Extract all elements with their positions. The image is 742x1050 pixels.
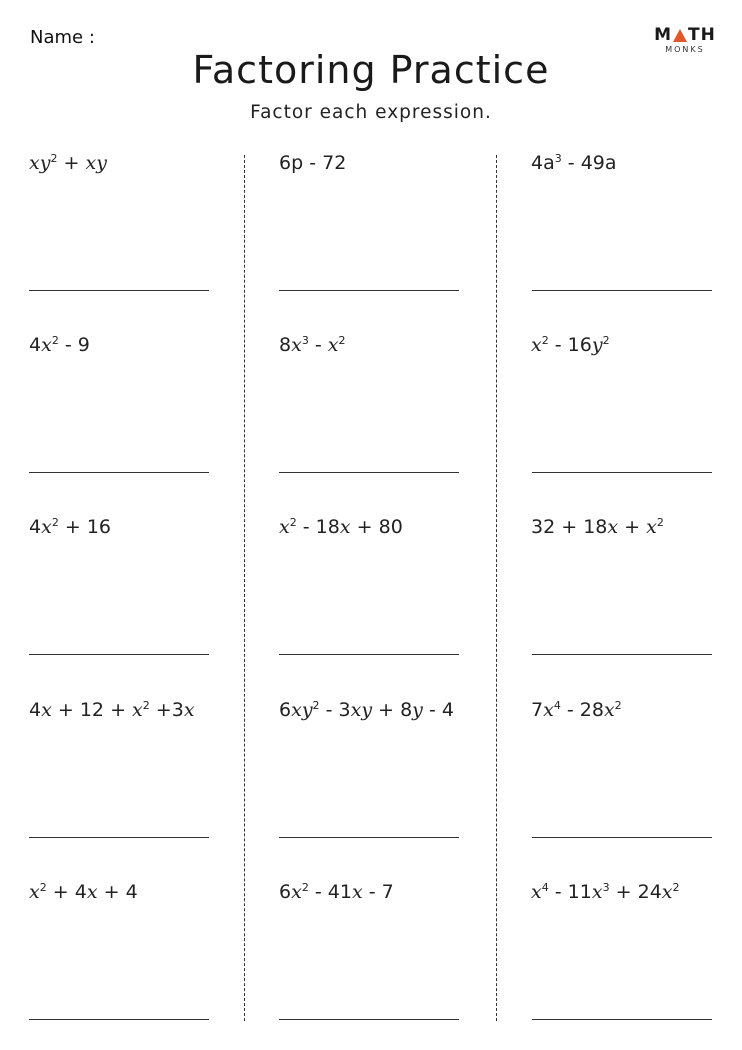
problem-expression: $4a^3 - 49a$ bbox=[531, 152, 617, 174]
answer-line[interactable] bbox=[279, 290, 459, 291]
answer-line[interactable] bbox=[279, 472, 459, 473]
column-divider-left bbox=[244, 155, 245, 1021]
problem-expression: $x^4 - 11x^3 + 24x^2$ bbox=[531, 881, 680, 903]
problem-expression: $6x^2 - 41x - 7$ bbox=[279, 881, 394, 903]
problem-expression: $4x + 12 + x^2 +3x$ bbox=[29, 699, 195, 721]
problem-item bbox=[531, 334, 736, 494]
problem-item bbox=[279, 699, 484, 859]
problem-item bbox=[29, 334, 234, 494]
answer-line[interactable] bbox=[532, 654, 712, 655]
answer-line[interactable] bbox=[532, 472, 712, 473]
problem-expression: $4x^2 - 9$ bbox=[29, 334, 90, 356]
answer-line[interactable] bbox=[532, 290, 712, 291]
answer-line[interactable] bbox=[29, 654, 209, 655]
logo-letters-th: TH bbox=[688, 25, 716, 45]
page-title: Factoring Practice bbox=[192, 48, 550, 92]
logo-subtext: MONKS bbox=[665, 45, 705, 54]
problem-item bbox=[29, 881, 234, 1041]
problem-item bbox=[29, 516, 234, 676]
problem-item bbox=[279, 334, 484, 494]
problem-item bbox=[531, 699, 736, 859]
answer-line[interactable] bbox=[29, 1019, 209, 1020]
answer-line[interactable] bbox=[279, 654, 459, 655]
problem-item bbox=[279, 152, 484, 312]
problem-expression: $xy^2$ + xy bbox=[29, 152, 107, 174]
problem-expression: $6xy^2 - 3xy + 8y - 4$ bbox=[279, 699, 454, 721]
problem-item bbox=[531, 516, 736, 676]
answer-line[interactable] bbox=[532, 837, 712, 838]
logo-wordmark bbox=[650, 26, 720, 44]
answer-line[interactable] bbox=[279, 1019, 459, 1020]
problem-item bbox=[29, 152, 234, 312]
name-label: Name : bbox=[30, 27, 95, 48]
logo-letter-m: M bbox=[654, 25, 673, 45]
answer-line[interactable] bbox=[29, 290, 209, 291]
problem-item bbox=[279, 516, 484, 676]
instructions: Factor each expression. bbox=[250, 102, 492, 123]
problem-expression: 6p - 72 bbox=[279, 152, 347, 174]
answer-line[interactable] bbox=[532, 1019, 712, 1020]
problem-item bbox=[531, 881, 736, 1041]
column-divider-right bbox=[496, 155, 497, 1021]
problem-item bbox=[279, 881, 484, 1041]
problem-expression: $4x^2 + 16$ bbox=[29, 516, 112, 538]
answer-line[interactable] bbox=[29, 472, 209, 473]
problem-item bbox=[29, 699, 234, 859]
answer-line[interactable] bbox=[279, 837, 459, 838]
logo-triangle-icon bbox=[673, 29, 687, 42]
problem-expression: $7x^4 - 28x^2$ bbox=[531, 699, 622, 721]
problem-item bbox=[531, 152, 736, 312]
problem-expression: $8x^3 - x^2$ bbox=[279, 334, 346, 356]
problem-expression: $x^2 - 16y^2$ bbox=[531, 334, 610, 356]
problem-expression: $x^2 - 18x + 80$ bbox=[279, 516, 403, 538]
problem-expression: $32 + 18x + x^2$ bbox=[531, 516, 664, 538]
answer-line[interactable] bbox=[29, 837, 209, 838]
problem-expression: $x^2 + 4x + 4$ bbox=[29, 881, 138, 903]
